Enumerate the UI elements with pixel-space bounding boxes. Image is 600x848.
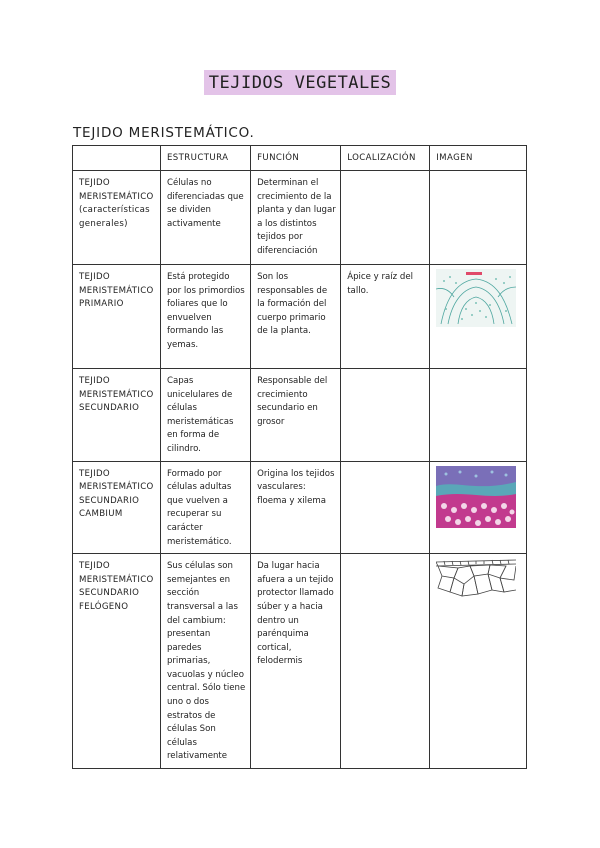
header-localizacion: LOCALIZACIÓN: [341, 146, 430, 171]
table-header-row: [73, 146, 527, 171]
table-row: [73, 461, 527, 554]
header-estructura: ESTRUCTURA: [160, 146, 250, 171]
table-row: [73, 265, 527, 369]
row-localizacion: [341, 461, 430, 554]
row-name: TEJIDO MERISTEMÁTICO SECUNDARIO FELÓGENO: [73, 554, 161, 769]
section-heading: TEJIDO MERISTEMÁTICO.: [73, 125, 255, 141]
table-row: [73, 171, 527, 265]
row-estructura: Capas unicelulares de células meristemáticas en forma de cilindro.: [160, 369, 250, 462]
table-row: [73, 554, 527, 769]
apical-meristem-micrograph: [436, 269, 516, 327]
row-imagen: [430, 171, 527, 265]
row-funcion: Son los responsables de la formación del cuerpo primario de la planta.: [251, 265, 341, 369]
header-imagen: IMAGEN: [430, 146, 527, 171]
row-name: TEJIDO MERISTEMÁTICO PRIMARIO: [73, 265, 161, 369]
meristem-table: [72, 145, 527, 769]
row-localizacion: Ápice y raíz del tallo.: [341, 265, 430, 369]
row-imagen: [430, 554, 527, 769]
row-name: TEJIDO MERISTEMÁTICO SECUNDARIO CAMBIUM: [73, 461, 161, 554]
table-row: [73, 369, 527, 462]
row-estructura: Células no diferenciadas que se dividen activamente: [160, 171, 250, 265]
row-funcion: Origina los tejidos vasculares: floema y xilema: [251, 461, 341, 554]
row-localizacion: [341, 369, 430, 462]
row-estructura: Formado por células adultas que vuelven a recuperar su carácter meristemático.: [160, 461, 250, 554]
row-imagen: [430, 265, 527, 369]
header-funcion: FUNCIÓN: [251, 146, 341, 171]
row-funcion: Da lugar hacia afuera a un tejido protector llamado súber y a hacia dentro un parénquima cortical, felodermis: [251, 554, 341, 769]
row-localizacion: [341, 171, 430, 265]
header-empty: [73, 146, 161, 171]
page-title: TEJIDOS VEGETALES: [204, 70, 397, 95]
row-estructura: Sus células son semejantes en sección transversal a las del cambium: presentan paredes primarias, vacuolas y núcleo central. Sólo tiene uno o dos estratos de células Son células relativamente: [160, 554, 250, 769]
row-imagen: [430, 461, 527, 554]
title-wrap: [0, 70, 600, 95]
row-name: TEJIDO MERISTEMÁTICO (características generales): [73, 171, 161, 265]
cambium-stained-micrograph: [436, 466, 516, 528]
row-estructura: Está protegido por los primordios foliares que lo envuelven formando las yemas.: [160, 265, 250, 369]
row-funcion: Determinan el crecimiento de la planta y dan lugar a los distintos tejidos por diferenciación: [251, 171, 341, 265]
row-imagen: [430, 369, 527, 462]
row-name: TEJIDO MERISTEMÁTICO SECUNDARIO: [73, 369, 161, 462]
phellogen-cell-drawing: [436, 558, 516, 602]
row-funcion: Responsable del crecimiento secundario en grosor: [251, 369, 341, 462]
row-localizacion: [341, 554, 430, 769]
